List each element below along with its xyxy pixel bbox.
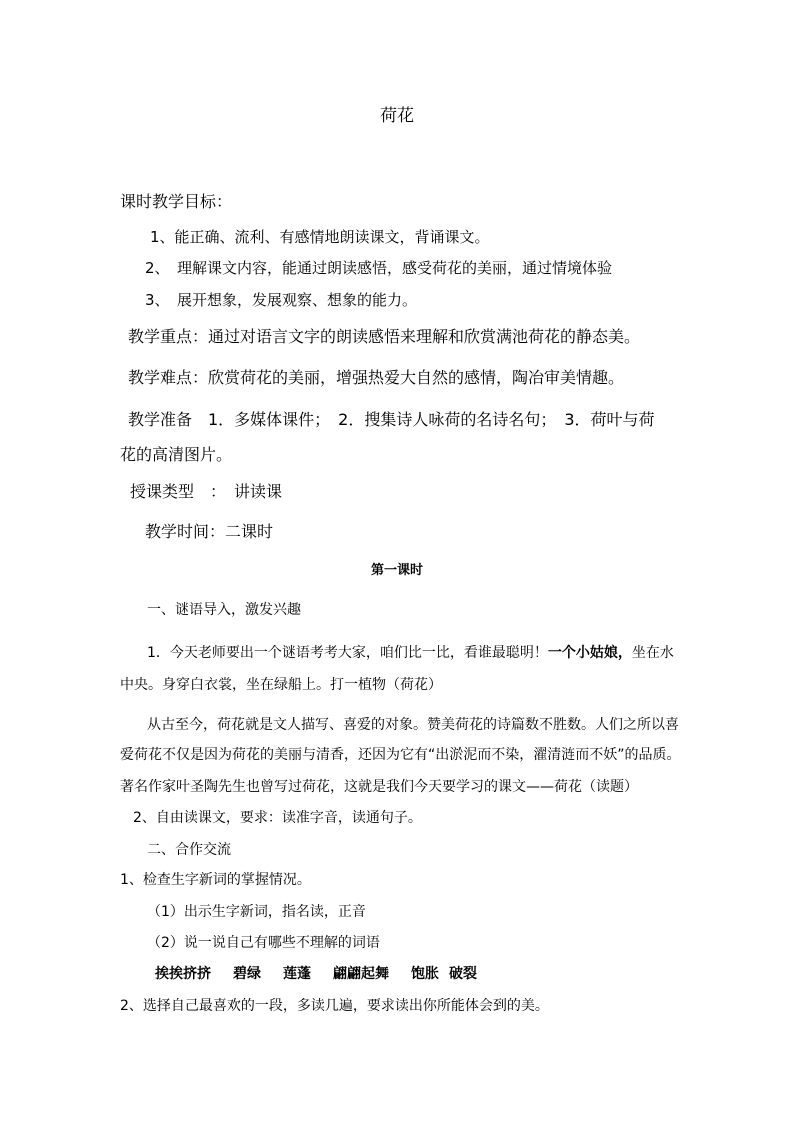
- vocabulary-list: [155, 964, 477, 984]
- riddle-line2: 中央。身穿白衣裳，坐在绿船上。打一植物（荷花）: [120, 677, 442, 693]
- riddle-emphasis: 一个小姑娘，: [547, 645, 632, 661]
- task-item: 1、检查生字新词的掌握情况。: [120, 872, 311, 888]
- lesson-type: 授课类型 ： 讲读课: [130, 482, 283, 501]
- paragraph-line: 著名作家叶圣陶先生也曾写过荷花，这就是我们今天要学习的课文——荷花（读题）: [120, 779, 638, 795]
- riddle-line1: [147, 643, 674, 663]
- preparation-line2: 花的高清图片。: [120, 445, 233, 464]
- objective-item: 3、 展开想象，发展观察、想象的能力。: [145, 291, 418, 309]
- vocab-word: 破裂: [449, 966, 477, 982]
- objective-item: 2、 理解课文内容，能通过朗读感悟，感受荷花的美丽，通过情境体验: [145, 259, 613, 277]
- paragraph-line: 爱荷花不仅是因为荷花的美丽与清香，还因为它有“出淤泥而不染，濯清涟而不妖”的品质。: [120, 747, 681, 763]
- difficult-point: 教学难点：欣赏荷花的美丽，增强热爱大自然的感情，陶冶审美情趣。: [128, 368, 625, 387]
- section-heading: 一、谜语导入，激发兴趣: [147, 602, 301, 618]
- section-heading: 二、合作交流: [147, 842, 231, 858]
- vocab-word: 饱胀: [411, 966, 439, 982]
- sub-item: （2）说一说自己有哪些不理解的词语: [147, 935, 380, 951]
- vocab-word: 莲蓬: [283, 966, 311, 982]
- riddle-intro: 1．今天老师要出一个谜语考考大家，咱们比一比，看谁最聪明！: [147, 645, 548, 661]
- document-title: 荷花: [380, 106, 414, 126]
- task-item: 2、选择自己最喜欢的一段，多读几遍，要求读出你所能体会到的美。: [120, 998, 549, 1014]
- preparation-line1: 教学准备 1．多媒体课件； 2．搜集诗人咏荷的名诗名句； 3．荷叶与荷: [128, 410, 655, 429]
- vocab-word: 翩翩起舞: [333, 966, 389, 982]
- objective-item: 1、能正确、流利、有感情地朗读课文，背诵课文。: [150, 228, 490, 246]
- sub-item: （1）出示生字新词，指名读，正音: [147, 904, 366, 920]
- reading-task: 2、自由读课文，要求：读准字音，读通句子。: [133, 810, 422, 826]
- period-heading: 第一课时: [370, 563, 423, 578]
- riddle-tail: 坐在水: [631, 645, 674, 661]
- paragraph-line: 从古至今，荷花就是文人描写、喜爱的对象。赞美荷花的诗篇数不胜数。人们之所以喜: [147, 717, 679, 733]
- objectives-heading: 课时教学目标：: [120, 192, 233, 211]
- key-point: 教学重点：通过对语言文字的朗读感悟来理解和欣赏满池荷花的静态美。: [128, 327, 641, 346]
- vocab-word: 碧绿: [233, 966, 261, 982]
- vocab-word: 挨挨挤挤: [155, 966, 211, 982]
- lesson-time: 教学时间：二课时: [145, 522, 274, 541]
